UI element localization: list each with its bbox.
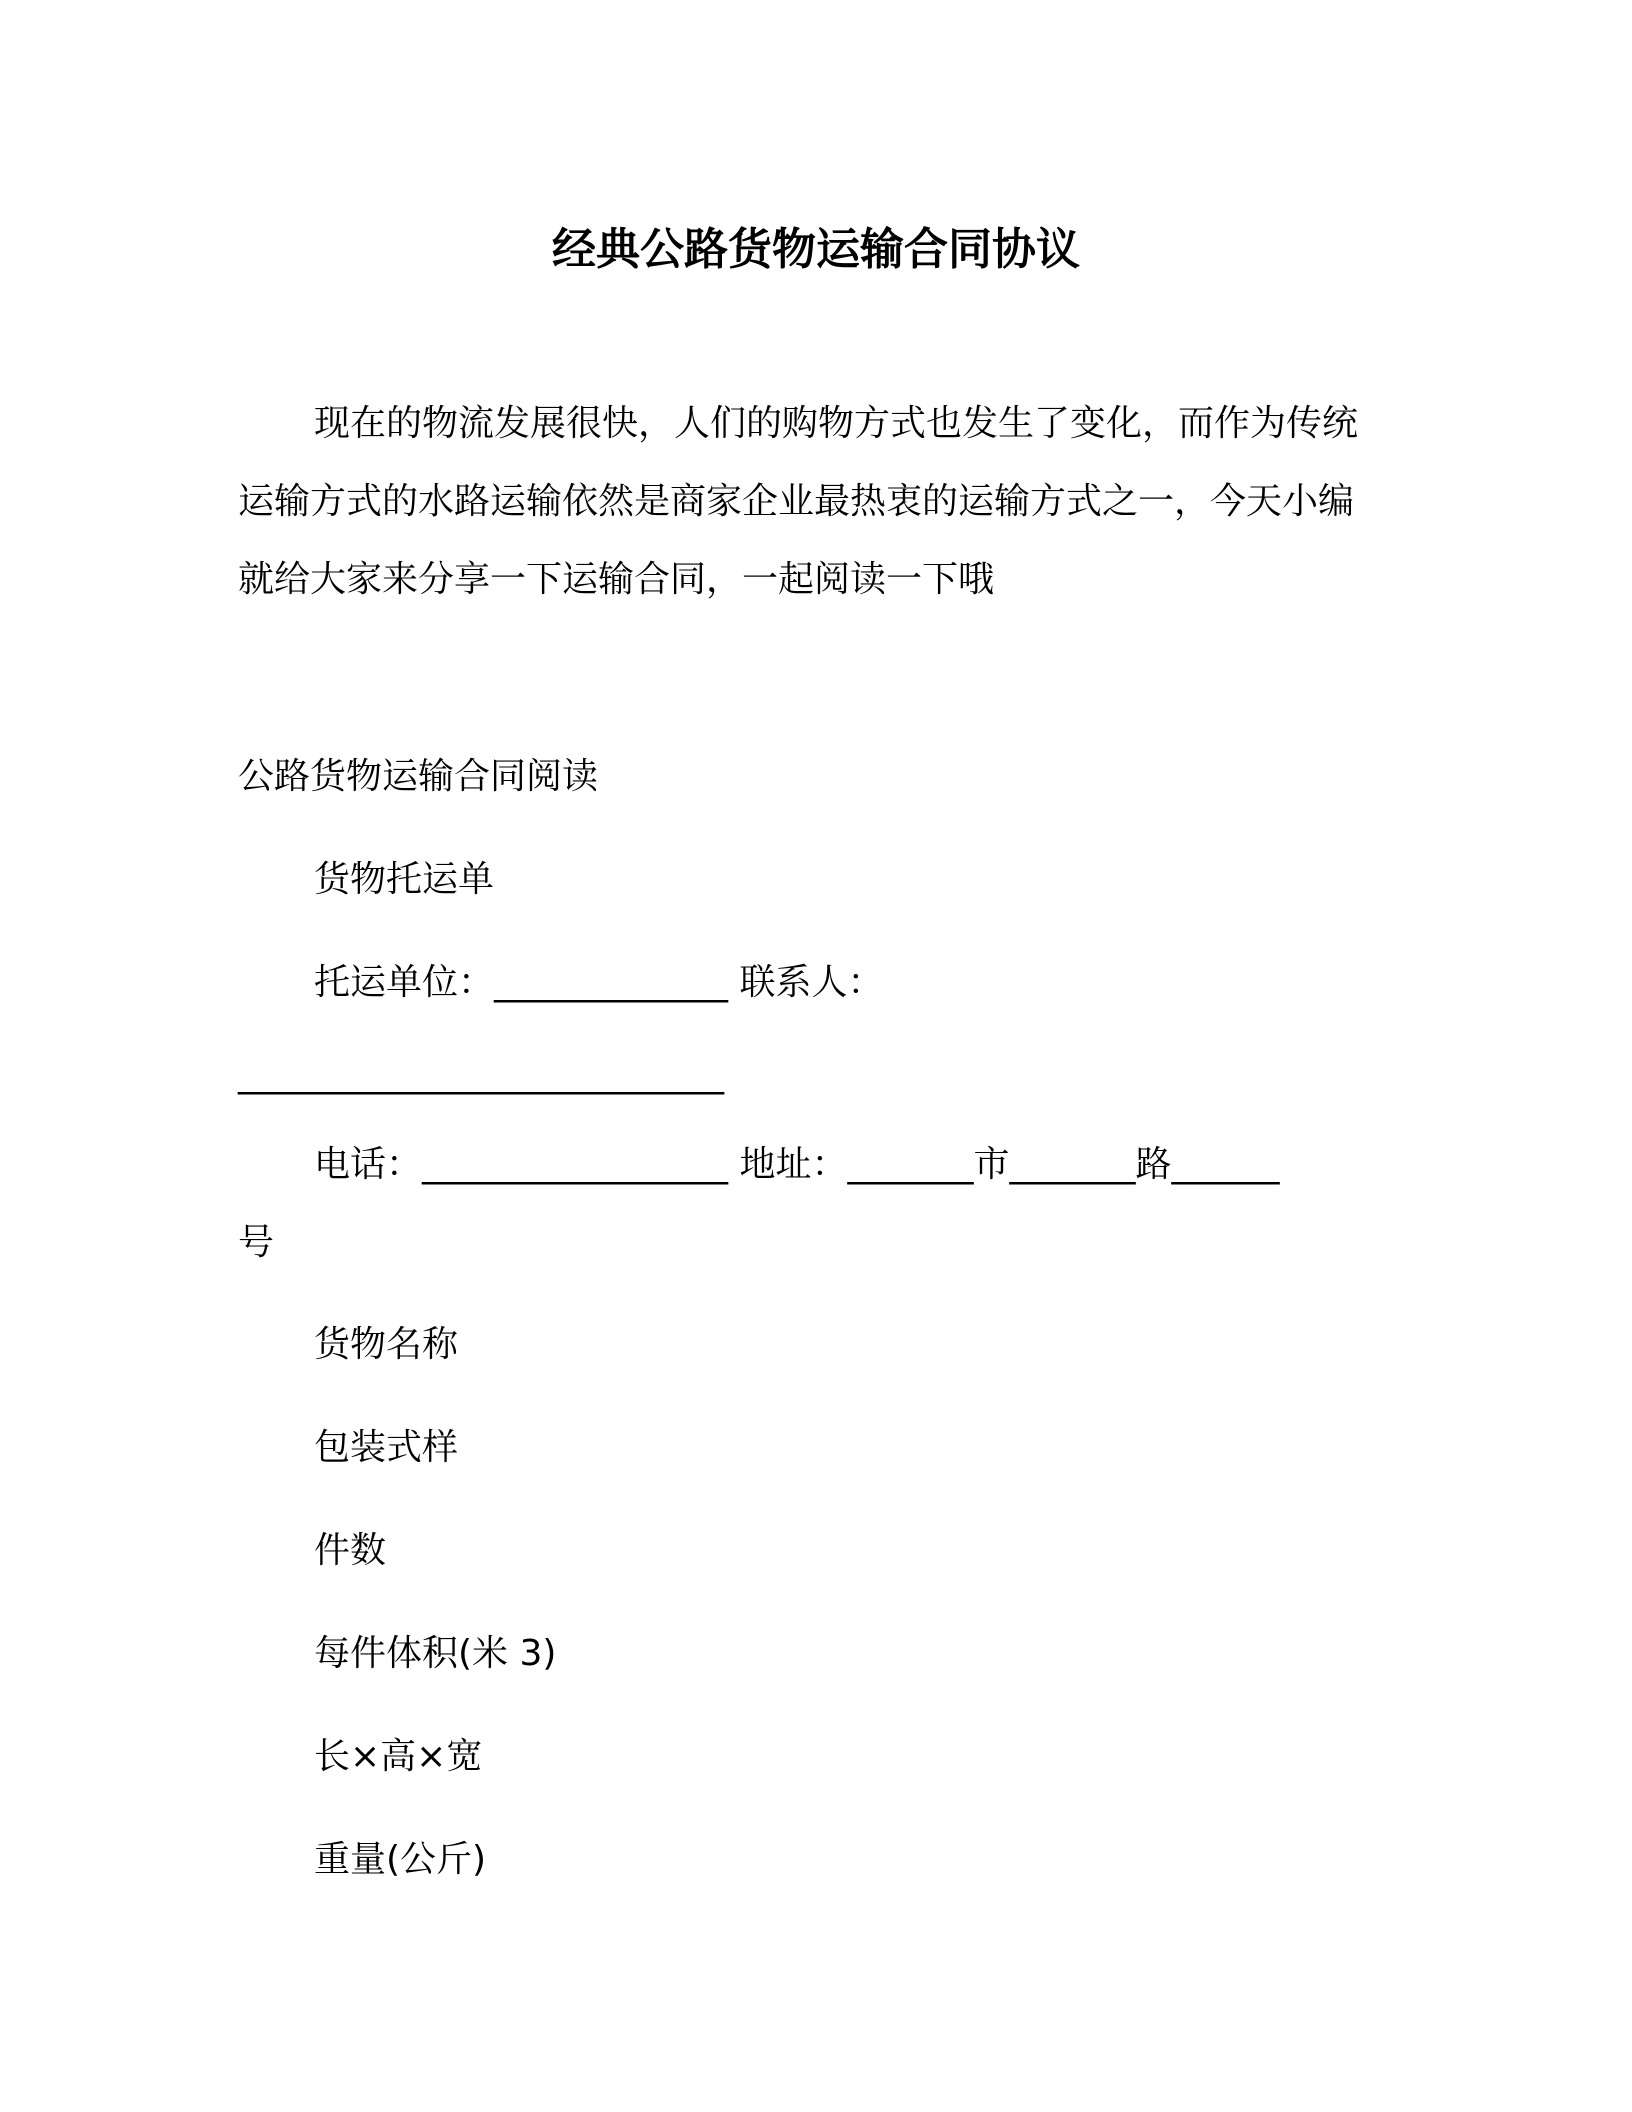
field-packaging: 包装式样 [314,1427,459,1468]
phone-address-continuation: 号 [238,1222,275,1263]
form-title: 货物托运单 [314,859,495,900]
document-title: 经典公路货物运输合同协议 [552,224,1080,275]
field-quantity: 件数 [314,1530,387,1571]
section-heading: 公路货物运输合同阅读 [238,756,599,797]
field-dimensions: 长×高×宽 [314,1736,483,1777]
intro-paragraph: 现在的物流发展很快，人们的购物方式也发生了变化，而作为传统运输方式的水路运输依然是商家企业最热衷的运输方式之一，今天小编就给大家来分享一下运输合同，一起阅读一下哦 [238,403,1359,600]
field-volume: 每件体积(米 3) [314,1633,557,1674]
field-goods-name: 货物名称 [314,1324,459,1365]
shipper-line: 托运单位：_____________ 联系人： [314,962,884,1003]
phone-address-line: 电话：_________________ 地址：_______市_______路______ [314,1144,1280,1185]
shipper-line-continuation: ___________________________ [238,1054,724,1095]
field-weight: 重量(公斤) [314,1839,487,1880]
